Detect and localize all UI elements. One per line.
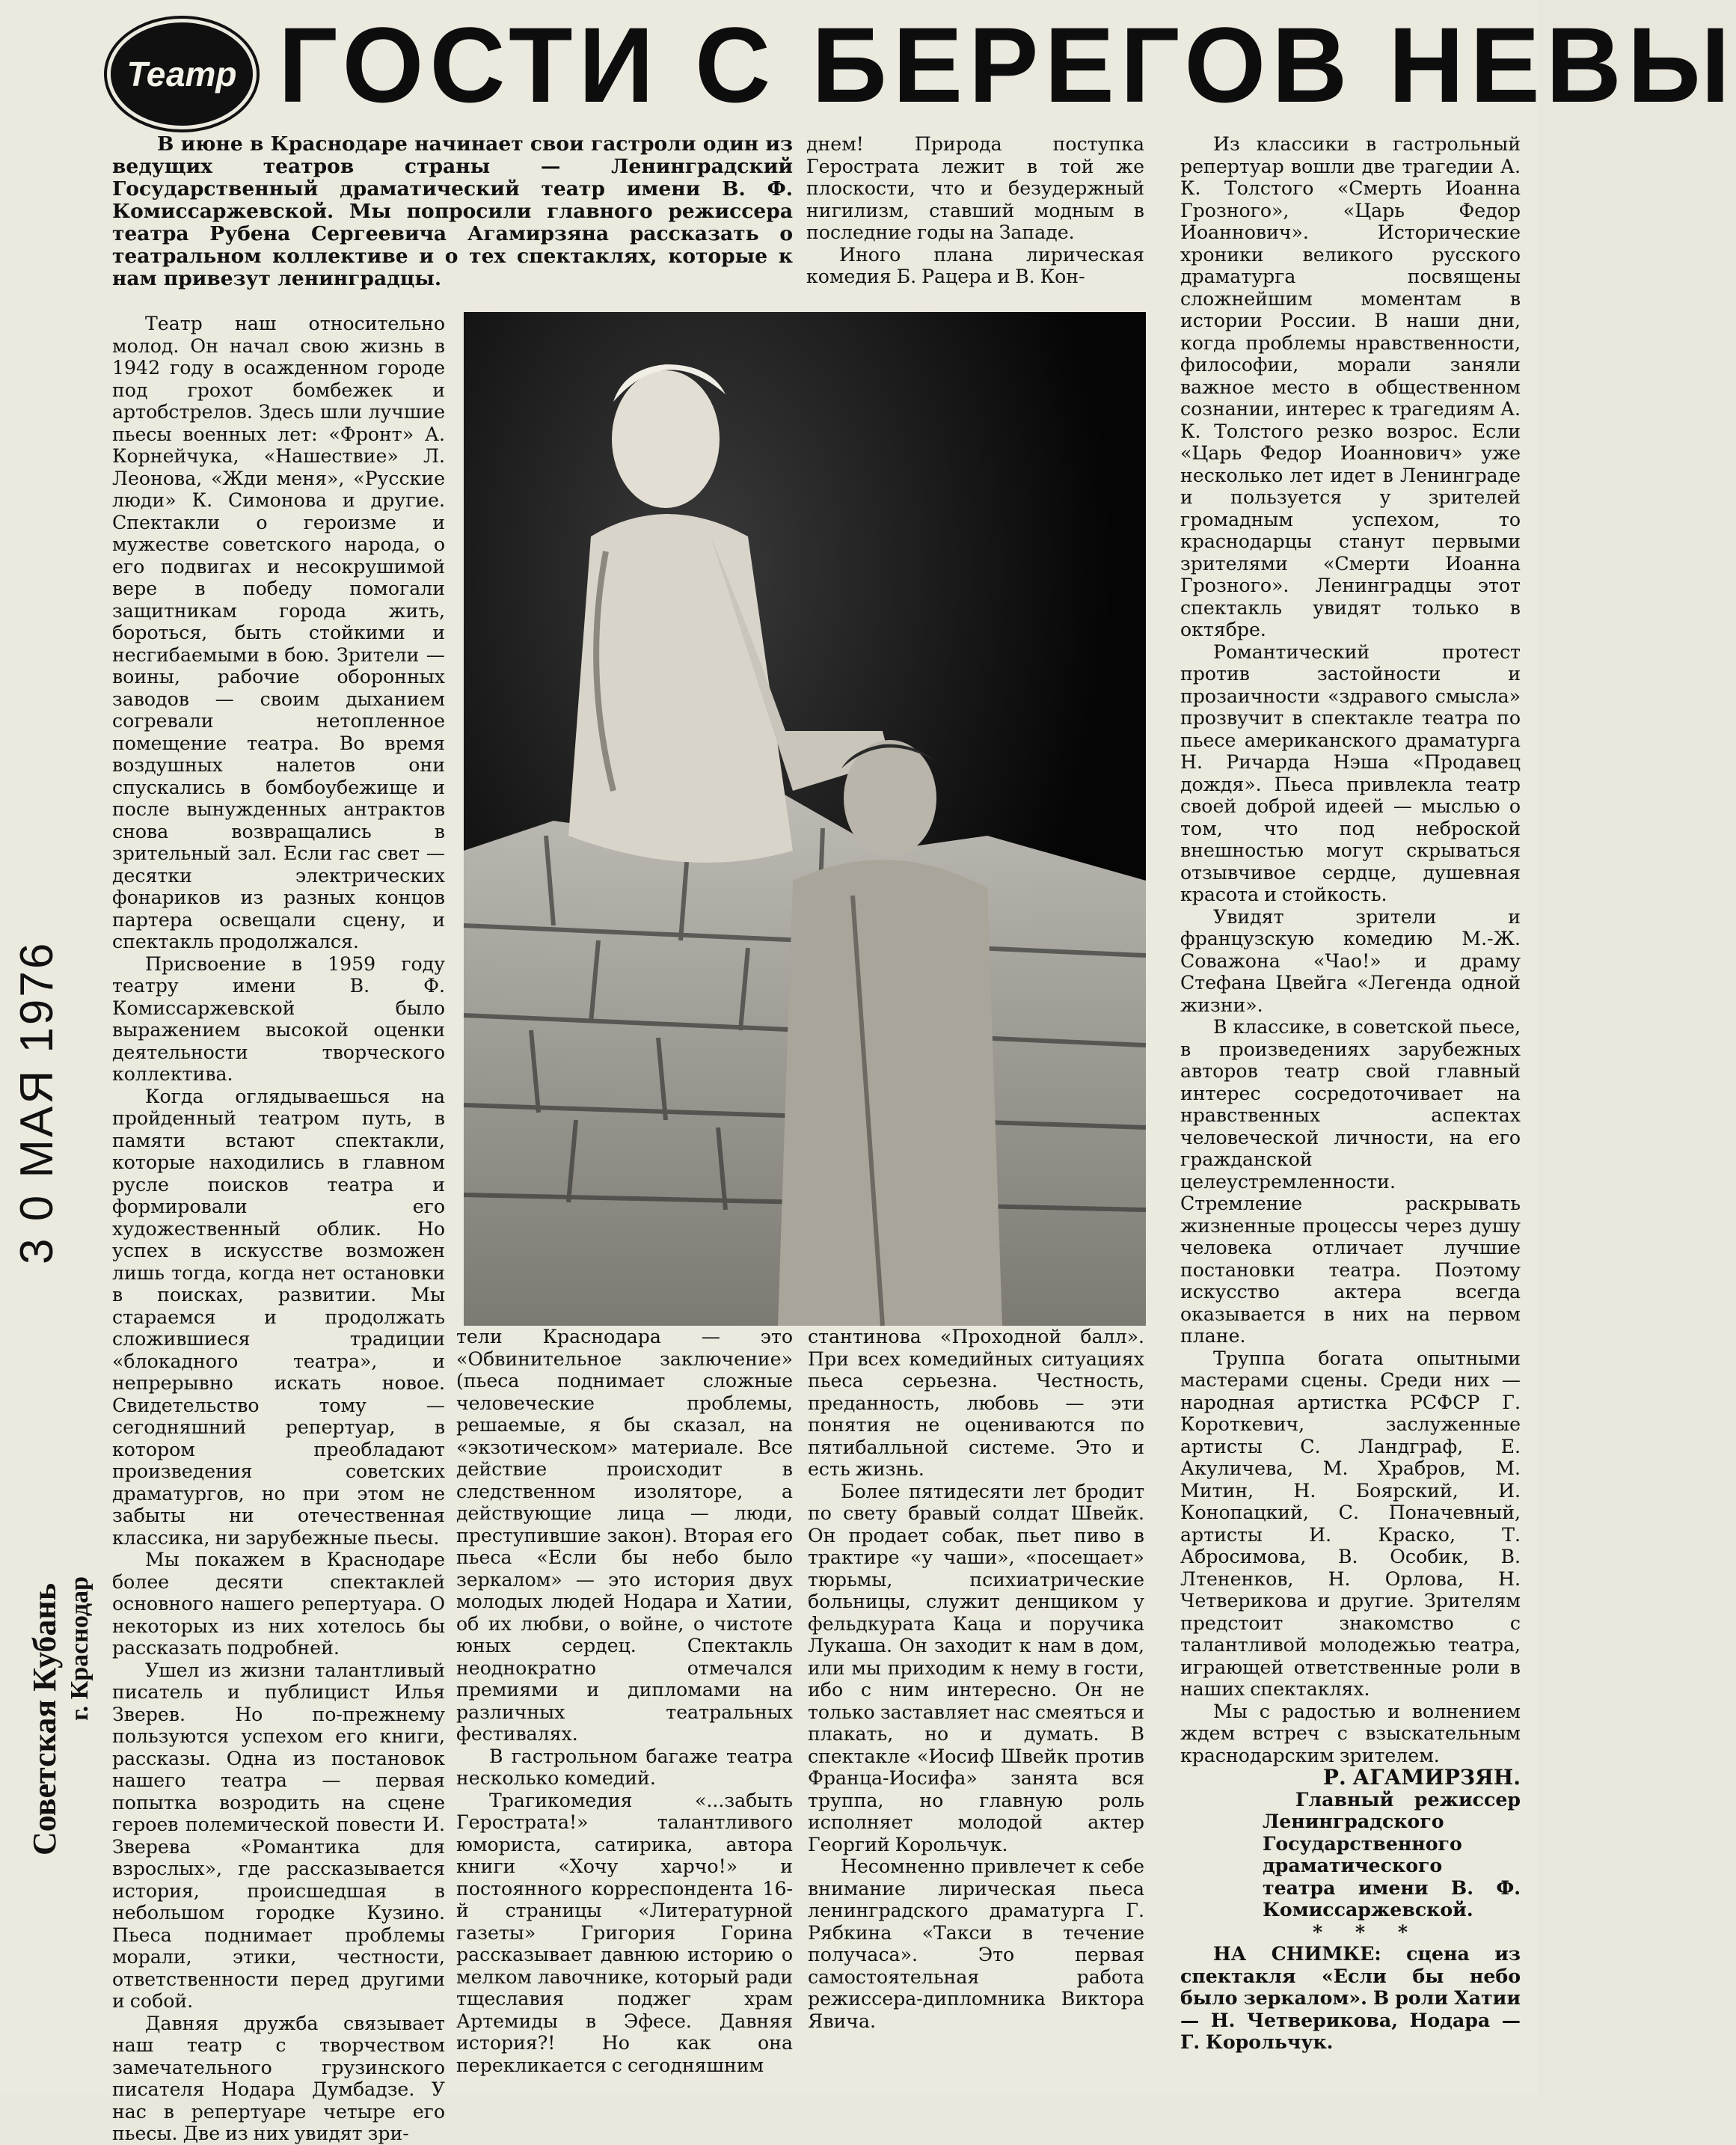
newspaper-name: Советская Кубань	[26, 1583, 63, 1855]
photo-illustration	[464, 312, 1146, 1326]
paragraph: Присвоение в 1959 году театру имени В. Ф. Комиссаржевской было выражением высокой оценки деятельности творческого коллектива.	[112, 952, 445, 1085]
headline: ГОСТИ С БЕРЕГОВ НЕВЫ	[278, 4, 1736, 125]
column-2-bottom	[456, 1326, 793, 2076]
paragraph: Давняя дружба связывает наш театр с творчеством замечательного грузинского писателя Нодара Думбадзе. У нас в репертуаре четыре его пьесы. Две из них увидят зри-	[112, 2012, 445, 2144]
paragraph: В гастрольном багаже театра несколько комедий.	[456, 1745, 793, 1789]
author-signature: Р. АГАМИРЗЯН.	[1322, 1765, 1521, 1790]
paragraph: Театр наш относительно молод. Он начал свою жизнь в 1942 году в осажденном городе под грохот бомбежек и артобстрелов. Здесь шли лучшие пьесы военных лет: «Фронт» А. Корнейчука, «Нашествие» Л. Леонова, «Жди меня», «Русские люди» К. Симонова и другие. Спектакли о героизме и мужестве советского народа, о его подвигах и несокрушимой вере в победу помогали защитникам города жить, бороться, быть стойкими и несгибаемыми в бою. Зрители — воины, рабочие оборонных заводов — своим дыханием согревали нетопленное помещение театра. Во время воздушных налетов они спускались в бомбоубежище и после вынужденных антрактов снова возвращались в зрительный зал. Если гас свет — десятки электрических фонариков из разных концов партера освещали сцену, и спектакль продолжался.	[112, 313, 445, 952]
paragraph: Мы с радостью и волнением ждем встреч с взыскательным краснодарским зрителем.	[1180, 1700, 1521, 1766]
paragraph: днем! Природа поступка Герострата лежит в той же плоскости, что и безудержный нигилизм, ставший модным в последние годы на Западе.	[806, 133, 1144, 243]
paragraph: Ушел из жизни талантливый писатель и публицист Илья Зверев. Но по-прежнему пользуются успехом его книги, рассказы. Одна из постановок нашего театра — первая попытка возродить на сцене героев полемической повести И. Зверева «Романтика для взрослых», где рассказывается история, происшедшая в небольшом городке Кузино. Пьеса поднимает проблемы морали, этики, честности, ответственности перед другими и собой.	[112, 1659, 445, 2012]
column-3-bottom	[808, 1326, 1144, 2032]
author-title: Главный режиссер Ленинградского Государственного драматического театра имени В. Ф. Комиссаржевской.	[1263, 1787, 1521, 1921]
paragraph: стантинова «Проходной балл». При всех комедийных ситуациях пьеса серьезна. Честность, преданность, любовь — эти понятия не оцениваются по пятибалльной системе. Это и есть жизнь.	[808, 1326, 1144, 1480]
column-1	[112, 313, 445, 2145]
paragraph: В классике, в советской пьесе, в произведениях зарубежных авторов театр свой главный интерес сосредоточивает на нравственных аспектах человеческой личности, на его гражданской целеустремленности. Стремление раскрывать жизненные процессы через душу человека отличает лучшие постановки театра. Поэтому искусство актера всегда оказывается в них на первом плане.	[1180, 1016, 1521, 1347]
paragraph: Увидят зрители и французскую комедию М.-Ж. Соважона «Чао!» и драму Стефана Цвейга «Легенда одной жизни».	[1180, 905, 1521, 1016]
column-4	[1180, 133, 1521, 2054]
paragraph: Труппа богата опытными мастерами сцены. Среди них — народная артистка РСФСР Г. Короткевич, заслуженные артисты С. Ландграф, Е. Акуличева, М. Храбров, М. Митин, Н. Боярский, И. Конопацкий, С. Поначевный, артисты И. Краско, Т. Абросимова, В. Особик, В. Лтененков, Н. Орлова, Н. Четверикова и другие. Зрителям предстоит знакомство с талантливой молодежью театра, играющей ответственные роли в наших спектаклях.	[1180, 1347, 1521, 1700]
lead-paragraph: В июне в Краснодаре начинает свои гастроли один из ведущих театров страны — Ленинградский Государственный драматический театр имени В. Ф. Комиссаржевской. Мы попросили главного режиссера театра Рубена Сергеевича Агамирзяна рассказать о театральном коллективе и о тех спектаклях, которые к нам привезут ленинградцы.	[112, 132, 793, 290]
paragraph: Романтический протест против застойности и прозаичности «здравого смысла» прозвучит в спектакле театра по пьесе американского драматурга Н. Ричарда Нэша «Продавец дождя». Пьеса привлекла театр своей доброй идеей — мыслью о том, что под неброской внешностью могут скрываться отзывчивое сердце, душевная красота и стойкость.	[1180, 640, 1521, 905]
paragraph: Когда оглядываешься на пройденный театром путь, в памяти встают спектакли, которые находились в главном русле поисков театра и формировали его художественный облик. Но успех в искусстве возможен лишь тогда, когда нет остановки в поисках, развитии. Мы стараемся и продолжать сложившиеся традиции «блокадного театра», и непрерывно искать новое. Свидетельство тому — сегодняшний репертуар, в котором преобладают произведения советских драматургов, но при этом не забыты ни отечественная классика, ни зарубежные пьесы.	[112, 1085, 445, 1549]
paragraph: тели Краснодара — это «Обвинительное заключение» (пьеса поднимает сложные человеческие проблемы, решаемые, я бы сказал, на «экзотическом» материале. Все действие происходит в следственном изоляторе, а действующие лица — люди, преступившие закон). Вторая его пьеса «Если бы небо было зеркалом» — это история двух молодых людей Нодара и Хатии, об их любви, о войне, о чистоте юных сердец. Спектакль неоднократно отмечался премиями и дипломами на различных театральных фестивалях.	[456, 1326, 793, 1745]
paragraph: Трагикомедия «...забыть Герострата!» талантливого юмориста, сатирика, автора книги «Хочу харчо!» и постоянного корреспондента 16-й страницы «Литературной газеты» Григория Горина рассказывает давнюю историю о мелком лавочнике, который ради тщеславия поджег храм Артемиды в Эфесе. Давняя история?! Но как она перекликается с сегодняшним	[456, 1789, 793, 2076]
theatre-logo: Театр	[111, 22, 253, 126]
theatre-scene-photo	[464, 312, 1146, 1326]
photo-caption: НА СНИМКЕ: сцена из спектакля «Если бы небо было зеркалом». В роли Хатии — Н. Четверикова, Нодара — Г. Корольчук.	[1180, 1942, 1521, 2053]
paragraph: Мы покажем в Краснодаре более десяти спектаклей основного нашего репертуара. О некоторых из них хотелось бы рассказать подробней.	[112, 1549, 445, 1659]
paragraph: Несомненно привлечет к себе внимание лирическая пьеса ленинградского драматурга Г. Рябкина «Такси в течение получаса». Это первая самостоятельная работа режиссера-дипломника Виктора Явича.	[808, 1855, 1144, 2032]
city-name: г. Краснодар	[66, 1576, 93, 1721]
column-2-top	[806, 133, 1144, 288]
paragraph: Иного плана лирическая комедия Б. Рацера и В. Кон-	[806, 243, 1144, 287]
paragraph: Более пятидесяти лет бродит по свету бравый солдат Швейк. Он продает собак, пьет пиво в трактире «у чаши», «посещает» тюрьмы, психиатрические больницы, служит денщиком у фельдкурата Каца и поручика Лукаша. Он заходит к нам в дом, или мы приходим к нему в гости, ибо с ним интересно. Он не только заставляет нас смеяться и плакать, но и думать. В спектакле «Иосиф Швейк против Франца-Иосифа» занята вся труппа, но главную роль исполняет молодой актер Георгий Корольчук.	[808, 1480, 1144, 1855]
clipping-date: 3 0 МАЯ 1976	[11, 940, 63, 1264]
separator-stars: * * *	[1312, 1920, 1422, 1943]
paragraph: Из классики в гастрольный репертуар вошли две трагедии А. К. Толстого «Смерть Иоанна Грозного», «Царь Федор Иоаннович». Исторические хроники великого русского драматурга посвящены сложнейшим моментам в истории России. В наши дни, когда проблемы нравственности, философии, морали заняли важное место в общественном сознании, интерес к трагедиям А. К. Толстого резко возрос. Если «Царь Федор Иоаннович» уже несколько лет идет в Ленинграде и пользуется у зрителей громадным успехом, то краснодарцы станут первыми зрителями «Смерти Иоанна Грозного». Ленинградцы этот спектакль увидят только в октябре.	[1180, 133, 1521, 640]
